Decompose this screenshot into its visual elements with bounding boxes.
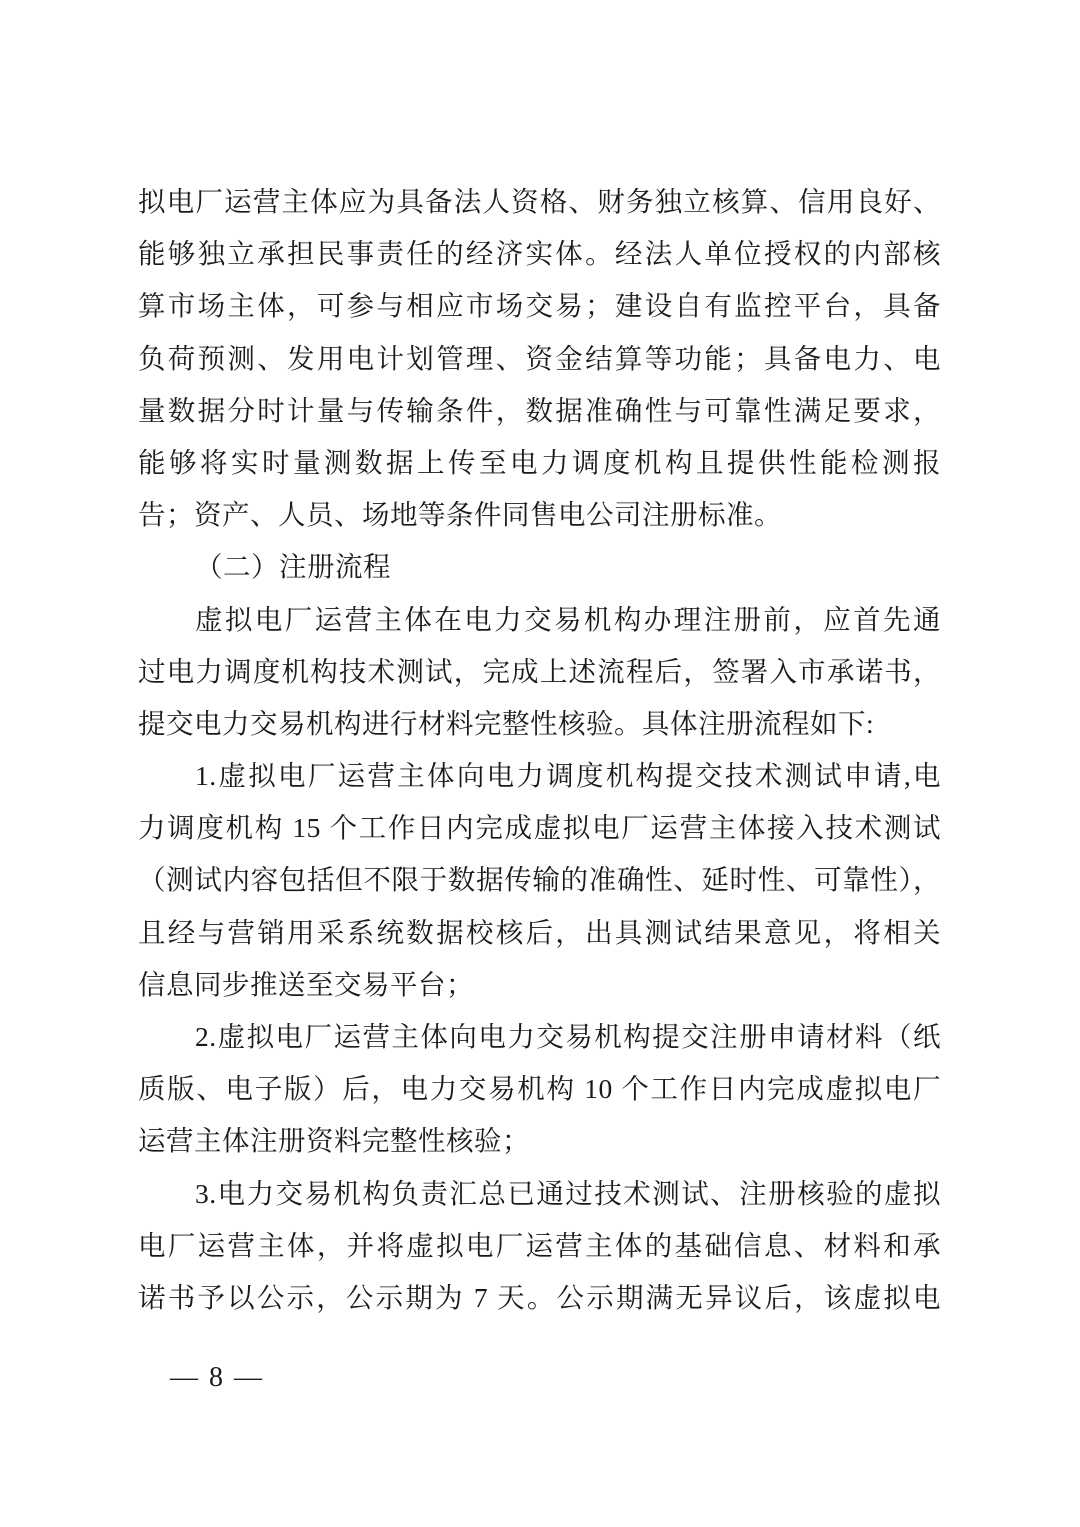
text-line: 质版、电子版）后，电力交易机构 10 个工作日内完成虚拟电厂 (138, 1073, 941, 1105)
text-line: 负荷预测、发用电计划管理、资金结算等功能；具备电力、电 (138, 342, 941, 374)
text-line: 信息同步推送至交易平台； (138, 968, 474, 1000)
text-line: 能够独立承担民事责任的经济实体。经法人单位授权的内部核 (138, 238, 941, 270)
text-line: 提交电力交易机构进行材料完整性核验。具体注册流程如下: (138, 707, 875, 739)
text-line: 3.电力交易机构负责汇总已通过技术测试、注册核验的虚拟 (195, 1177, 941, 1209)
text-line: 诺书予以公示，公示期为 7 天。公示期满无异议后，该虚拟电 (138, 1281, 941, 1313)
text-line: 电厂运营主体，并将虚拟电厂运营主体的基础信息、材料和承 (138, 1229, 941, 1261)
text-line: 告；资产、人员、场地等条件同售电公司注册标准。 (138, 499, 782, 531)
text-line: 拟电厂运营主体应为具备法人资格、财务独立核算、信用良好、 (138, 186, 941, 217)
text-line: 且经与营销用采系统数据校核后，出具测试结果意见，将相关 (138, 916, 941, 948)
text-line: 力调度机构 15 个工作日内完成虚拟电厂运营主体接入技术测试 (138, 812, 941, 844)
text-line: 2.虚拟电厂运营主体向电力交易机构提交注册申请材料（纸 (195, 1021, 941, 1052)
text-line: 算市场主体，可参与相应市场交易；建设自有监控平台，具备 (138, 290, 941, 322)
text-line: 能够将实时量测数据上传至电力调度机构且提供性能检测报 (138, 446, 941, 478)
page-number: — 8 — (170, 1362, 264, 1393)
text-line: （测试内容包括但不限于数据传输的准确性、延时性、可靠性）， (138, 864, 941, 896)
text-line: 1.虚拟电厂运营主体向电力调度机构提交技术测试申请,电 (195, 760, 941, 792)
text-line: 量数据分时计量与传输条件，数据准确性与可靠性满足要求， (138, 394, 941, 426)
text-line: 虚拟电厂运营主体在电力交易机构办理注册前，应首先通 (195, 603, 941, 635)
text-block (138, 176, 941, 1324)
text-line: 运营主体注册资料完整性核验； (138, 1125, 530, 1157)
text-line: 过电力调度机构技术测试，完成上述流程后，签署入市承诺书， (138, 655, 941, 687)
subsection-heading: （二）注册流程 (195, 551, 391, 583)
